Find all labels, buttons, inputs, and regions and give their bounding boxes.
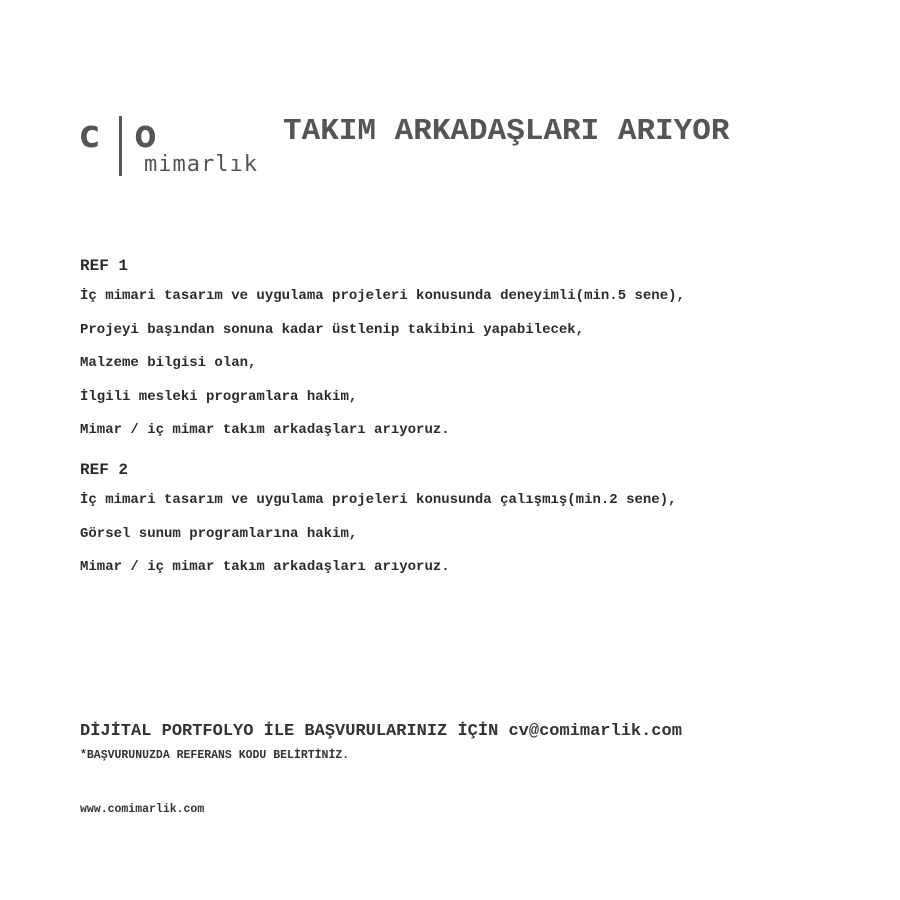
ref-1-title: REF 1 [80,257,129,275]
ref-1-line: İç mimari tasarım ve uygulama projeleri konusunda deneyimli(min.5 sene), [80,288,685,304]
logo-subtitle: mimarlık [144,152,258,177]
website-link[interactable]: www.comimarlik.com [80,803,205,816]
ref-1-line: İlgili mesleki programlara hakim, [80,388,358,405]
ref-1-line: Mimar / iç mimar takım arkadaşları arıyoruz. [80,422,450,438]
ref-1-line: Malzeme bilgisi olan, [80,355,257,371]
logo-divider [119,116,122,176]
reference-code-note: *BAŞVURUNUZDA REFERANS KODU BELİRTİNİZ. [80,749,350,762]
page-title: TAKIM ARKADAŞLARI ARIYOR [283,114,730,149]
ref-1-line: Projeyi başından sonuna kadar üstlenip takibini yapabilecek, [80,321,585,338]
ref-2-line: Mimar / iç mimar takım arkadaşları arıyoruz. [80,559,450,575]
apply-instructions: DİJİTAL PORTFOLYO İLE BAŞVURULARINIZ İÇİN cv@comimarlik.com [80,722,682,741]
ref-2-title: REF 2 [80,461,129,479]
logo-letter-c: c [78,112,101,156]
ref-2-line: İç mimari tasarım ve uygulama projeleri konusunda çalışmış(min.2 sene), [80,492,677,508]
ref-2-line: Görsel sunum programlarına hakim, [80,525,358,542]
job-listings [80,254,860,591]
ref-1-section [80,254,860,440]
company-logo [78,112,308,182]
ref-2-section [80,458,860,577]
logo-letter-o: o [134,112,157,156]
application-info [80,720,682,765]
